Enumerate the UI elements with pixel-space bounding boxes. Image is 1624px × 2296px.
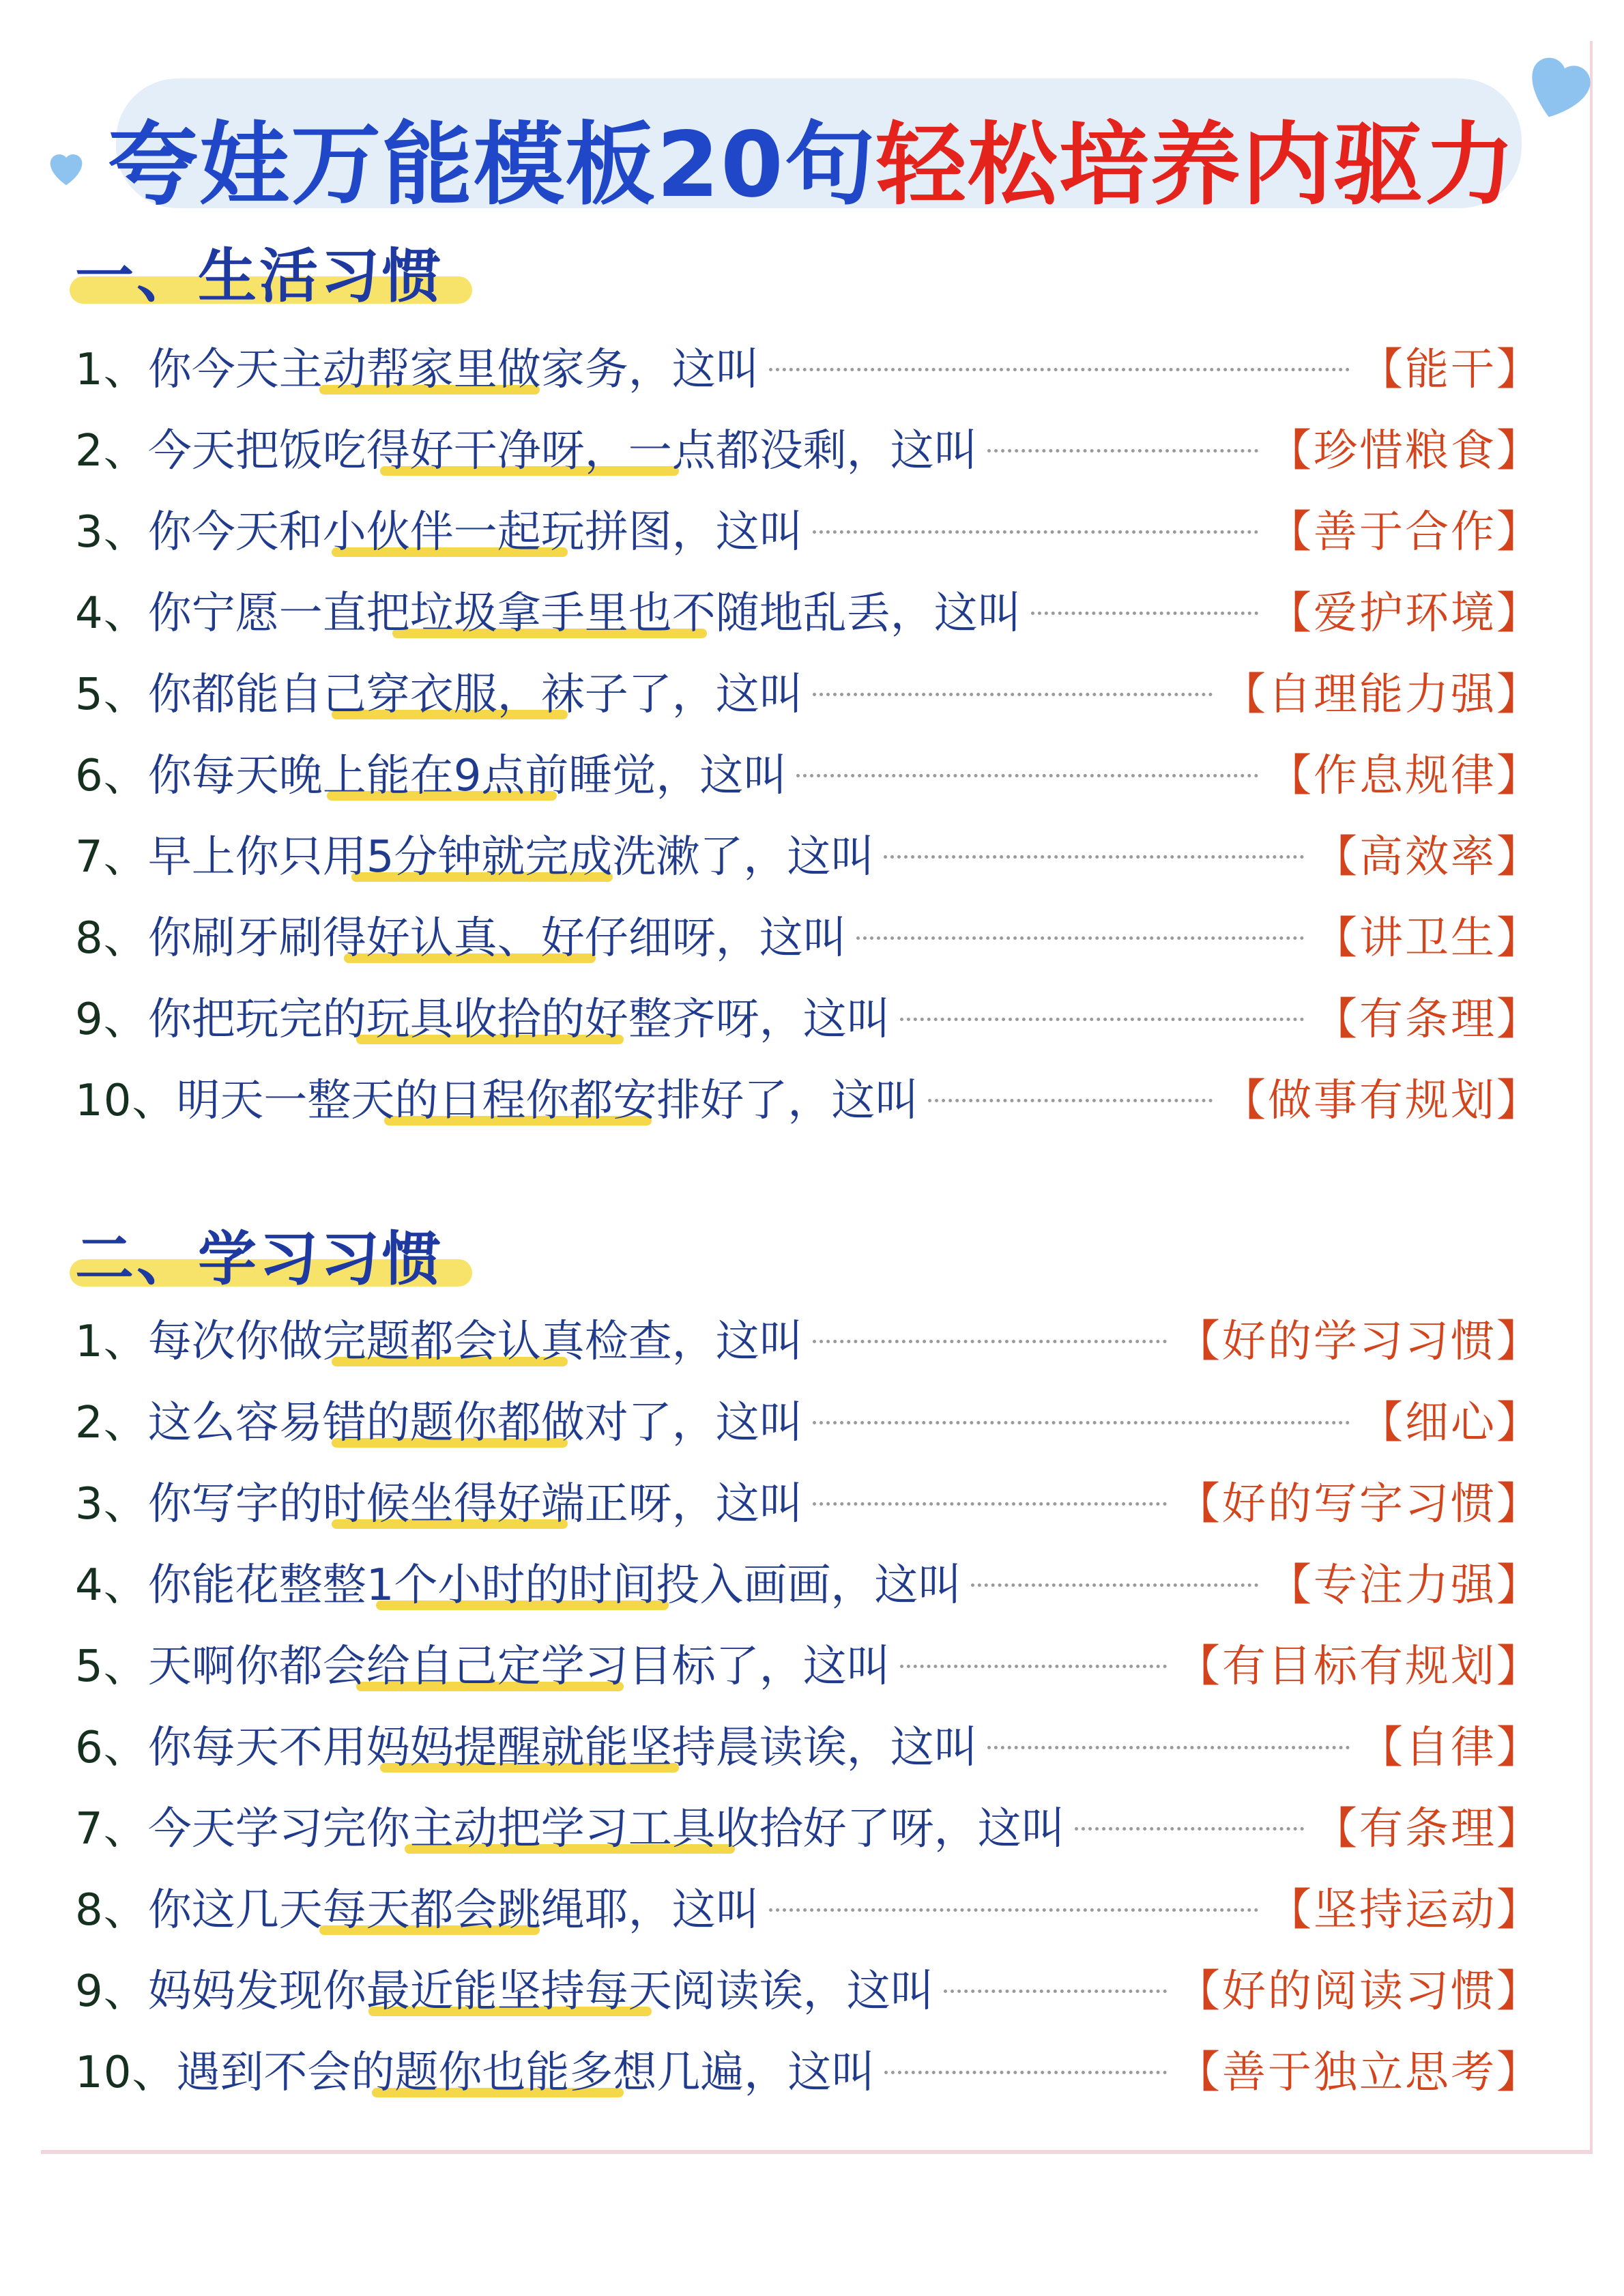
item-tag: 【自理能力强】 — [1222, 669, 1542, 720]
dotted-leader — [987, 1746, 1350, 1749]
item-sentence: 你写字的时候坐得好端正呀，这叫 — [147, 1478, 803, 1530]
dotted-leader — [813, 530, 1258, 534]
item-number: 7、 — [75, 831, 148, 882]
item-sentence: 妈妈发现你最近能坚持每天阅读诶，这叫 — [147, 1966, 934, 2017]
list-item — [75, 893, 1542, 975]
item-number: 8、 — [75, 1884, 148, 1936]
item-number: 1、 — [75, 1316, 148, 1367]
list-item — [75, 1622, 1542, 1703]
list-item — [75, 325, 1542, 406]
dotted-leader — [884, 855, 1304, 859]
list-item — [75, 731, 1542, 812]
item-number: 10、 — [75, 2047, 177, 2098]
list-item — [75, 569, 1542, 650]
dotted-leader — [769, 1908, 1258, 1912]
dotted-leader — [900, 1665, 1167, 1668]
item-number: 7、 — [75, 1803, 148, 1854]
item-tag: 【好的阅读习惯】 — [1176, 1966, 1542, 2017]
item-tag: 【爱护环境】 — [1268, 588, 1542, 639]
list-item — [75, 406, 1542, 487]
list-item — [75, 1703, 1542, 1784]
item-tag: 【做事有规划】 — [1222, 1075, 1542, 1126]
item-number: 4、 — [75, 588, 148, 639]
section-heading-life: 一、生活习惯 — [75, 229, 444, 311]
item-number: 6、 — [75, 750, 148, 801]
item-number: 1、 — [75, 344, 148, 395]
item-tag: 【有目标有规划】 — [1176, 1641, 1542, 1692]
item-tag: 【细心】 — [1359, 1397, 1542, 1448]
dotted-leader — [971, 1583, 1258, 1587]
study-habits-list — [75, 1297, 1542, 2109]
item-sentence: 遇到不会的题你也能多想几遍，这叫 — [176, 2047, 875, 2098]
page-title — [0, 92, 1624, 222]
item-tag: 【能干】 — [1359, 344, 1542, 395]
item-number: 9、 — [75, 1966, 148, 2017]
item-number: 10、 — [75, 1075, 177, 1126]
life-habits-list — [75, 325, 1542, 1137]
item-tag: 【作息规律】 — [1268, 750, 1542, 801]
item-tag: 【善于合作】 — [1268, 506, 1542, 558]
dotted-leader — [856, 936, 1304, 940]
item-number: 9、 — [75, 994, 148, 1045]
list-item — [75, 1784, 1542, 1865]
dotted-leader — [1075, 1827, 1304, 1831]
item-sentence: 你今天和小伙伴一起玩拼图，这叫 — [147, 506, 803, 558]
list-item — [75, 1540, 1542, 1622]
item-number: 5、 — [75, 669, 148, 720]
item-tag: 【好的写字习惯】 — [1176, 1478, 1542, 1530]
list-item — [75, 1378, 1542, 1459]
item-tag: 【高效率】 — [1314, 831, 1542, 882]
list-item — [75, 650, 1542, 731]
list-item — [75, 1459, 1542, 1540]
item-tag: 【自律】 — [1359, 1722, 1542, 1773]
item-sentence: 你刷牙刷得好认真、好仔细呀，这叫 — [147, 913, 847, 964]
item-number: 2、 — [75, 425, 148, 476]
item-sentence: 今天学习完你主动把学习工具收拾好了呀，这叫 — [147, 1803, 1065, 1854]
item-sentence: 你能花整整1个小时的时间投入画画，这叫 — [147, 1560, 962, 1611]
item-sentence: 每次你做完题都会认真检查，这叫 — [147, 1316, 803, 1367]
dotted-leader — [796, 774, 1258, 777]
item-sentence: 你宁愿一直把垃圾拿手里也不随地乱丢，这叫 — [147, 588, 1021, 639]
list-item — [75, 1056, 1542, 1137]
dotted-leader — [813, 1340, 1167, 1343]
item-tag: 【善于独立思考】 — [1176, 2047, 1542, 2098]
item-sentence: 今天把饭吃得好干净呀，一点都没剩，这叫 — [147, 425, 978, 476]
dotted-leader — [769, 368, 1350, 371]
dotted-leader — [1031, 612, 1258, 615]
section-heading-study: 二、学习习惯 — [75, 1211, 444, 1293]
title-part2: 轻松培养内驱力 — [875, 113, 1516, 218]
item-number: 4、 — [75, 1560, 148, 1611]
list-item — [75, 1297, 1542, 1378]
dotted-leader — [928, 1099, 1213, 1102]
dotted-leader — [813, 1502, 1167, 1506]
item-number: 2、 — [75, 1397, 148, 1448]
item-sentence: 天啊你都会给自己定学习目标了，这叫 — [147, 1641, 890, 1692]
item-tag: 【讲卫生】 — [1314, 913, 1542, 964]
item-sentence: 早上你只用5分钟就完成洗漱了，这叫 — [147, 831, 875, 882]
dotted-leader — [813, 693, 1213, 696]
list-item — [75, 2028, 1542, 2109]
title-part1: 夸娃万能模板20句 — [108, 113, 876, 218]
item-number: 8、 — [75, 913, 148, 964]
list-item — [75, 1865, 1542, 1947]
list-item — [75, 812, 1542, 893]
dotted-leader — [987, 449, 1258, 453]
dotted-leader — [884, 2071, 1167, 2074]
item-number: 6、 — [75, 1722, 148, 1773]
item-sentence: 你这几天每天都会跳绳耶，这叫 — [147, 1884, 759, 1936]
item-tag: 【专注力强】 — [1268, 1560, 1542, 1611]
dotted-leader — [944, 1990, 1167, 1993]
list-item — [75, 1947, 1542, 2028]
item-sentence: 明天一整天的日程你都安排好了，这叫 — [176, 1075, 919, 1126]
title-banner — [0, 72, 1624, 222]
item-number: 3、 — [75, 506, 148, 558]
item-tag: 【坚持运动】 — [1268, 1884, 1542, 1936]
list-item — [75, 487, 1542, 569]
item-tag: 【有条理】 — [1314, 1803, 1542, 1854]
item-tag: 【好的学习习惯】 — [1176, 1316, 1542, 1367]
item-sentence: 你都能自己穿衣服，袜子了，这叫 — [147, 669, 803, 720]
dotted-leader — [900, 1018, 1304, 1021]
item-tag: 【珍惜粮食】 — [1268, 425, 1542, 476]
dotted-leader — [813, 1421, 1350, 1424]
item-sentence: 这么容易错的题你都做对了，这叫 — [147, 1397, 803, 1448]
item-sentence: 你每天晚上能在9点前睡觉，这叫 — [147, 750, 787, 801]
item-tag: 【有条理】 — [1314, 994, 1542, 1045]
item-sentence: 你把玩完的玩具收拾的好整齐呀，这叫 — [147, 994, 890, 1045]
item-number: 5、 — [75, 1641, 148, 1692]
item-number: 3、 — [75, 1478, 148, 1530]
item-sentence: 你今天主动帮家里做家务，这叫 — [147, 344, 759, 395]
item-sentence: 你每天不用妈妈提醒就能坚持晨读诶，这叫 — [147, 1722, 978, 1773]
list-item — [75, 975, 1542, 1056]
